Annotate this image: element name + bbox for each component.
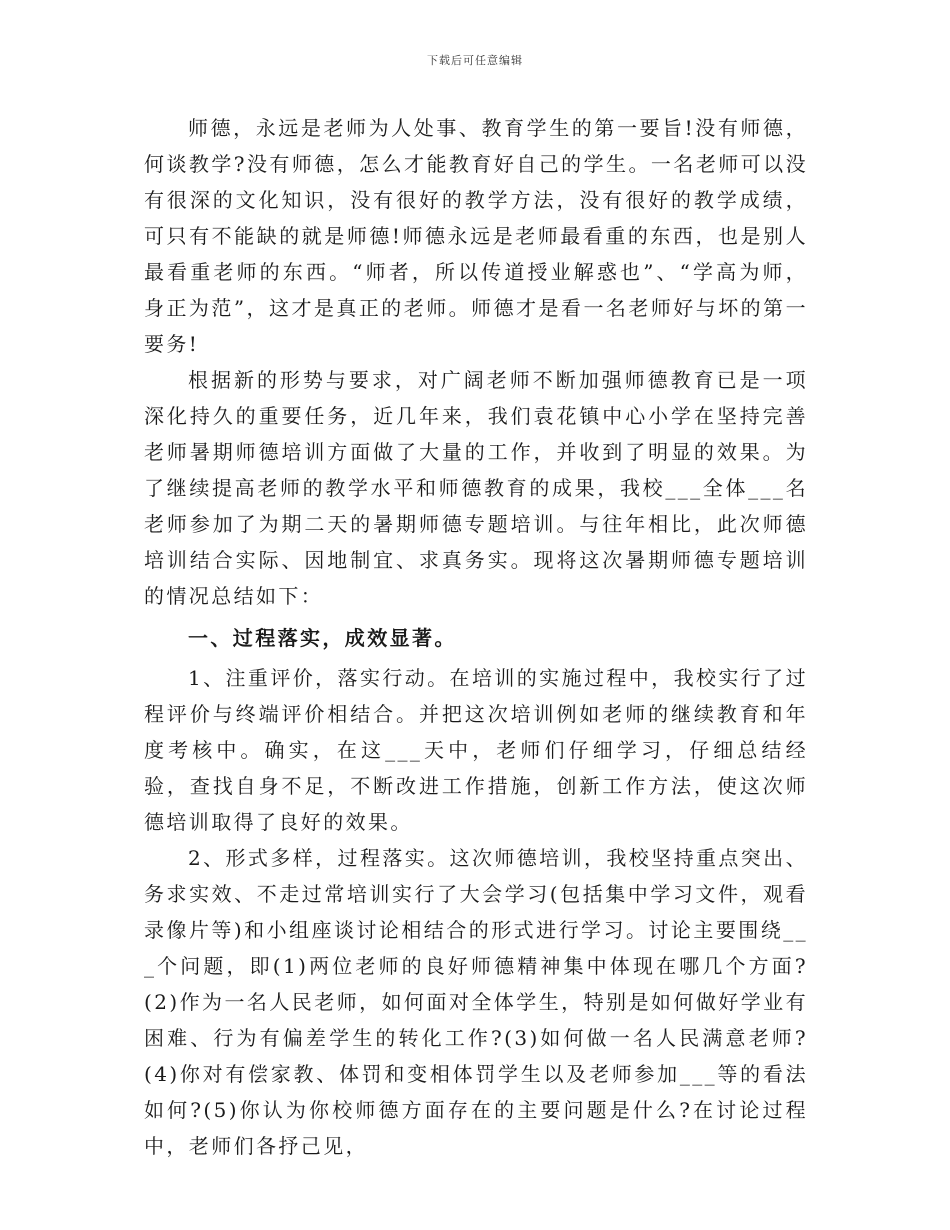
document-body [144,110,808,1164]
paragraph-point-2: 2、形式多样，过程落实。这次师德培训，我校坚持重点突出、务求实效、不走过常培训实行了大会学习(包括集中学习文件，观看录像片等)和小组座谈讨论相结合的形式进行学习。讨论主要围绕___个问题，即(1)两位老师的良好师德精神集中体现在哪几个方面?(2)作为一名人民老师，如何面对全体学生，特别是如何做好学业有困难、行为有偏差学生的转化工作?(3)如何做一名人民满意老师?(4)你对有偿家教、体罚和变相体罚学生以及老师参加___等的看法如何?(5)你认为你校师德方面存在的主要问题是什么?在讨论过程中，老师们各抒己见， [144,846,808,1158]
page-header-note: 下载后可任意编辑 [427,54,523,67]
section-heading: 一、过程落实，成效显著。 [188,626,457,650]
paragraph-intro: 师德，永远是老师为人处事、教育学生的第一要旨!没有师德，何谈教学?没有师德，怎么才能教育好自己的学生。一名老师可以没有很深的文化知识，没有很好的教学方法，没有很好的教学成绩，可只有不能缺的就是师德!师德永远是老师最看重的东西，也是别人最看重老师的东西。“师者，所以传道授业解惑也”、“学高为师，身正为范”，这才是真正的老师。师德才是看一名老师好与坏的第一要务! [144,116,808,356]
paragraph-background: 根据新的形势与要求，对广阔老师不断加强师德教育已是一项深化持久的重要任务，近几年来，我们袁花镇中心小学在坚持完善老师暑期师德培训方面做了大量的工作，并收到了明显的效果。为了继续提高老师的教学水平和师德教育的成果，我校___全体___名老师参加了为期二天的暑期师德专题培训。与往年相比，此次师德培训结合实际、因地制宜、求真务实。现将这次暑期师德专题培训的情况总结如下： [144,368,808,608]
paragraph-point-1: 1、注重评价，落实行动。在培训的实施过程中，我校实行了过程评价与终端评价相结合。并把这次培训例如老师的继续教育和年度考核中。确实，在这___天中，老师们仔细学习，仔细总结经验，查找自身不足，不断改进工作措施，创新工作方法，使这次师德培训取得了良好的效果。 [144,666,808,834]
